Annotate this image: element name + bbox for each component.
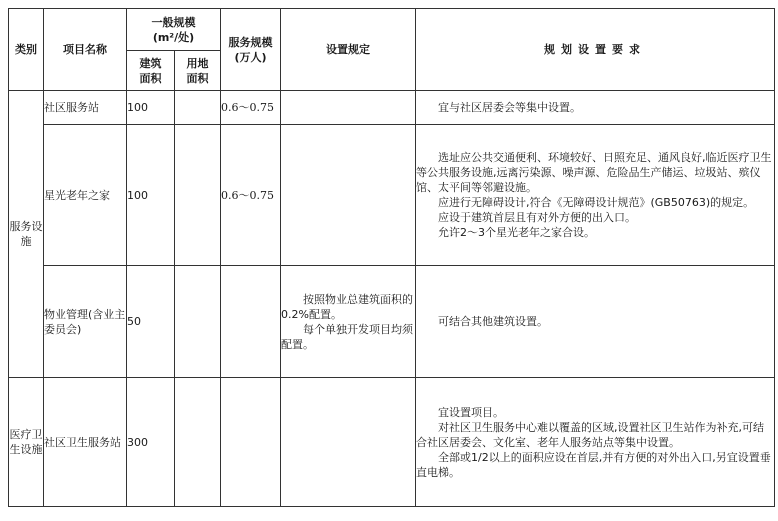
building-area-cell: 100: [127, 125, 175, 266]
land-area-cell: [175, 378, 221, 507]
requirement-paragraph: 选址应公共交通便利、环境较好、日照充足、通风良好,临近医疗卫生等公共服务设施,远离污染源、噪声源、危险品生产储运、垃圾站、殡仪馆、太平间等邻避设施。: [416, 151, 772, 194]
category-cell-medical: 医疗卫生设施: [9, 378, 44, 507]
header-scale-title: 一般规模: [151, 15, 196, 29]
service-scale-cell: 0.6～0.75: [221, 91, 281, 125]
header-scale-group: [127, 9, 221, 51]
rule-cell: [281, 91, 416, 125]
requirement-paragraph: 对社区卫生服务中心难以覆盖的区域,设置社区卫生站作为补充,可结合社区居委会、文化室、老年人服务站点等集中设置。: [416, 420, 764, 449]
header-row-top: [9, 9, 775, 51]
rule-cell: [281, 125, 416, 266]
requirement-paragraph: 应进行无障碍设计,符合《无障碍设计规范》(GB50763)的规定。: [438, 196, 755, 209]
requirement-cell: [416, 266, 775, 378]
header-service-scale: [221, 9, 281, 91]
requirement-paragraph: 宜设置项目。: [438, 405, 504, 419]
table-row: [9, 125, 775, 266]
building-area-cell: 300: [127, 378, 175, 507]
rule-cell: [281, 378, 416, 507]
header-category: 类别: [9, 9, 44, 91]
requirement-cell: [416, 125, 775, 266]
land-area-cell: [175, 125, 221, 266]
building-area-cell: 100: [127, 91, 175, 125]
header-service-title: 服务规模: [228, 35, 273, 49]
table-row: [9, 378, 775, 507]
header-scale-unit: (m²/处): [152, 30, 195, 44]
land-area-cell: [175, 266, 221, 378]
requirement-paragraph: 应设于建筑首层且有对外方便的出入口。: [438, 211, 636, 224]
rule-paragraph: 按照物业总建筑面积的0.2%配置。: [281, 292, 413, 321]
service-scale-cell: 0.6～0.75: [221, 125, 281, 266]
item-name-cell: 星光老年之家: [44, 125, 127, 266]
header-service-unit: (万人): [234, 50, 267, 64]
requirement-paragraph: 全部或1/2以上的面积应设在首层,并有方便的对外出入口,另宜设置垂直电梯。: [416, 450, 771, 479]
header-building-area: 建筑面积: [127, 51, 175, 91]
service-scale-cell: [221, 266, 281, 378]
requirement-paragraph: 允许2～3个星光老年之家合设。: [438, 226, 595, 239]
item-name-cell: 物业管理(含业主委员会): [44, 266, 127, 378]
service-scale-cell: [221, 378, 281, 507]
table-row: [9, 91, 775, 125]
item-name-cell: 社区卫生服务站: [44, 378, 127, 507]
building-area-cell: 50: [127, 266, 175, 378]
requirement-cell: [416, 91, 775, 125]
header-requirements: 规划设置要求: [416, 9, 775, 91]
header-item-name: 项目名称: [44, 9, 127, 91]
land-area-cell: [175, 91, 221, 125]
rule-cell: [281, 266, 416, 378]
table-row: [9, 266, 775, 378]
category-cell-service: 服务设施: [9, 91, 44, 378]
header-rules: 设置规定: [281, 9, 416, 91]
header-land-area: 用地面积: [175, 51, 221, 91]
rule-paragraph: 每个单独开发项目均须配置。: [281, 322, 413, 351]
requirement-cell: [416, 378, 775, 507]
facility-standards-table: [8, 8, 775, 507]
requirement-paragraph: 可结合其他建筑设置。: [438, 315, 548, 328]
requirement-paragraph: 宜与社区居委会等集中设置。: [438, 101, 581, 114]
item-name-cell: 社区服务站: [44, 91, 127, 125]
